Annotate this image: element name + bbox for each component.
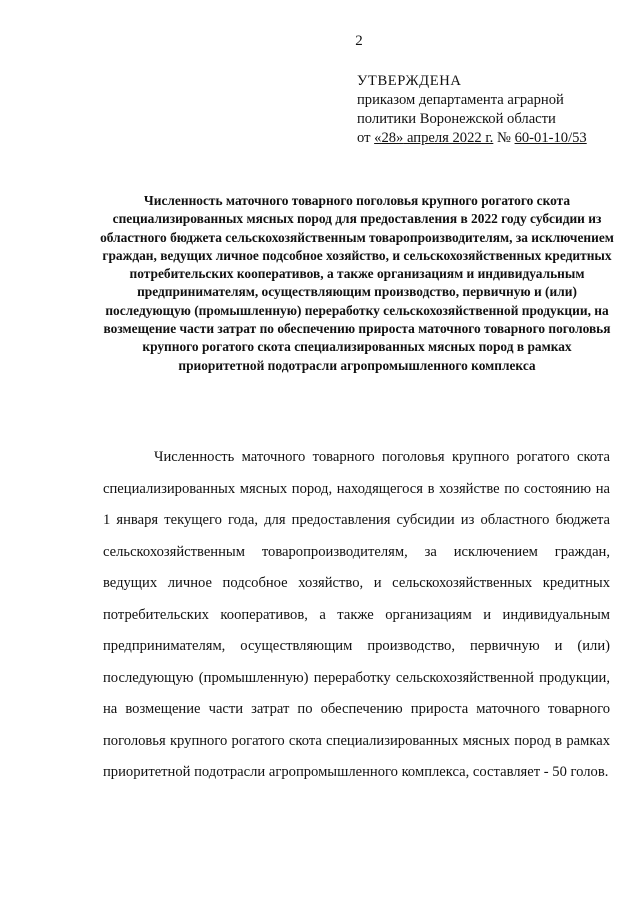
approval-date-line: [357, 129, 627, 148]
page-number: 2: [355, 33, 363, 49]
number-sign: №: [493, 130, 515, 146]
approval-block: [357, 72, 627, 148]
order-number: 60-01-10/53: [514, 130, 587, 146]
date-month-year: апреля 2022 г.: [403, 130, 494, 146]
date-prefix: от: [357, 130, 375, 146]
date-day: «28»: [374, 130, 404, 146]
approval-heading: УТВЕРЖДЕНА: [357, 73, 462, 89]
body-paragraph: Численность маточного товарного поголовья крупного рогатого скота специализированных мясных пород, находящегося в хозяйстве по состоянию на 1 января текущего года, для предоставления субсидии из областного бюджета сельскохозяйственным товаропроизводителям, за исключением граждан, ведущих личное подсобное хозяйство, и сельскохозяйственных кредитных потребительских кооперативов, а также организациям и индивидуальным предпринимателям, осуществляющим производство, первичную и (или) последующую (промышленную) переработку сельскохозяйственной продукции, на возмещение части затрат по обеспечению прироста маточного товарного поголовья крупного рогатого скота специализированных мясных пород в рамках приоритетной подотрасли агропромышленного комплекса, составляет - 50 голов.: [103, 449, 610, 780]
document-title: Численность маточного товарного поголовья крупного рогатого скота специализированных мясных пород для предоставления в 2022 году субсидии из областного бюджета сельскохозяйственным товаропроизводителям, за исключением граждан, ведущих личное подсобное хозяйство, и сельскохозяйственных кредитных потребительских кооперативов, а также организациям и индивидуальным предпринимателям, осуществляющим производство, первичную и (или) последующую (промышленную) переработку сельскохозяйственной продукции, на возмещение части затрат по обеспечению прироста маточного товарного поголовья крупного рогатого скота специализированных мясных пород в рамках приоритетной подотрасли агропромышленного комплекса: [100, 193, 614, 373]
approval-line-1: приказом департамента аграрной: [357, 92, 564, 108]
approval-line-2: политики Воронежской области: [357, 111, 556, 127]
